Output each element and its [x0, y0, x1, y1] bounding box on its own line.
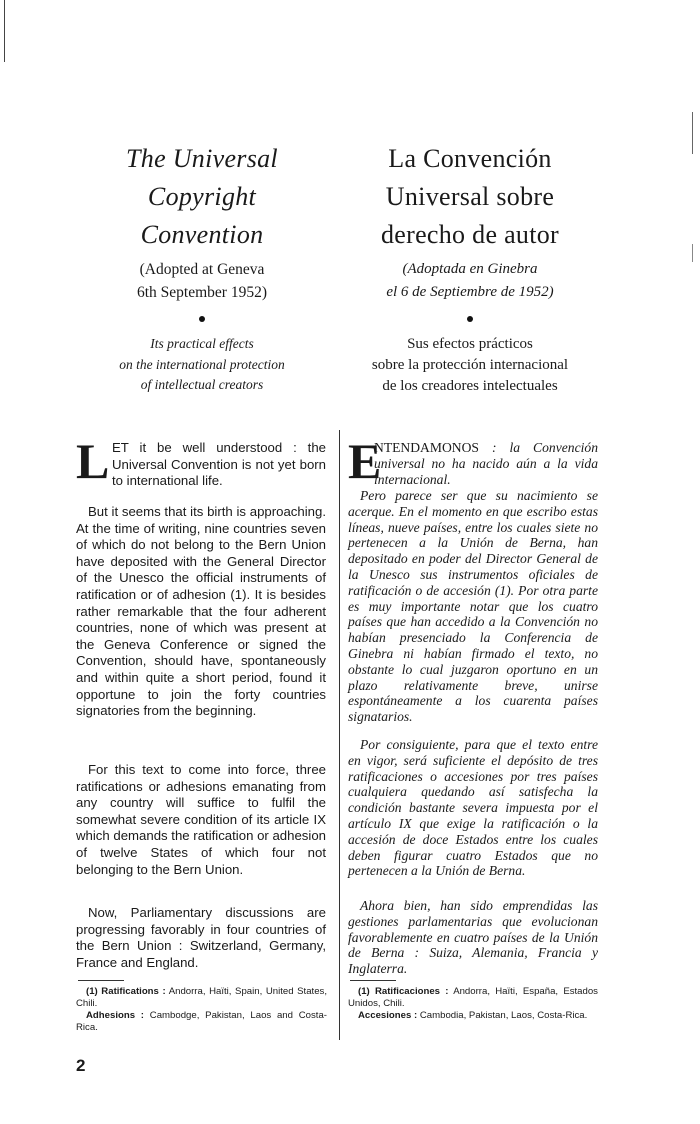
scan-margin-line-right	[692, 112, 693, 154]
english-paragraph-3: Now, Parliamentary discussions are progressing favorably in four countries of the Bern Union : Switzerland, Germany, France and England.	[76, 905, 326, 970]
spanish-lead-paragraph	[374, 440, 598, 487]
english-subtitle-line-2: on the international protection	[119, 356, 285, 372]
english-subtitle	[82, 334, 322, 396]
spanish-lead-caps: NTENDAMONOS	[374, 440, 479, 455]
spanish-footnote-accesiones-label: Accesiones :	[358, 1010, 418, 1021]
english-adopted-line-1: (Adopted at Geneva	[139, 261, 265, 278]
english-footnote-ratifications	[76, 986, 327, 1010]
english-title-line-1: The Universal	[126, 144, 278, 173]
english-footnote-adhesions-label: Adhesions :	[86, 1010, 145, 1021]
spanish-footnote-accesiones	[348, 1010, 598, 1022]
english-title	[82, 140, 322, 254]
scan-margin-line-right-lower	[692, 244, 693, 262]
spanish-subtitle-line-2: sobre la protección internacional	[371, 357, 569, 373]
english-lead-paragraph: ET it be well understood : the Universal Convention is not yet born to international life.	[112, 440, 326, 489]
spanish-adopted-line-1: (Adoptada en Ginebra	[402, 261, 538, 277]
english-footnote-adhesions-text: Cambodge, Pakistan, Laos and Costa-Rica.	[76, 1010, 328, 1033]
spanish-footnote-ratificaciones-text: Andorra, Haïti, España, Estados Unidos, Chili.	[348, 986, 598, 1009]
english-paragraph-2: For this text to come into force, three ratifications or adhesions emanating from any country will suffice to fulfil the somewhat severe condition of its article IX which demands the ratification or adhesion of twelve States of which four not belonging to the Bern Union.	[76, 762, 326, 877]
spanish-adopted-note	[350, 258, 590, 304]
english-footnote-ratifications-text: Andorra, Haïti, Spain, United States, Chili.	[76, 986, 327, 1009]
spanish-bullet	[467, 316, 473, 322]
spanish-drop-cap: E	[348, 433, 382, 489]
spanish-subtitle-line-1: Sus efectos prácticos	[407, 336, 533, 352]
english-title-line-2: Copyright	[147, 182, 257, 211]
english-footnote-rule	[78, 980, 124, 981]
spanish-footnote-accesiones-text: Cambodia, Pakistan, Laos, Costa-Rica.	[419, 1010, 588, 1021]
spanish-title-line-1: La Convención	[388, 144, 552, 173]
spanish-paragraph-3: Ahora bien, han sido emprendidas las gestiones parlamentarias que evolucionan favorablemente en cuatro países de la Unión de Berna : Suiza, Alemania, Francia y Inglaterra.	[348, 898, 598, 977]
english-footnote-ratifications-label: (1) Ratifications :	[86, 986, 166, 997]
english-adopted-note	[82, 258, 322, 304]
english-drop-cap: L	[76, 433, 110, 489]
english-paragraph-1: But it seems that its birth is approaching. At the time of writing, nine countries seven of which do not belong to the Bern Union have deposited with the General Director of the Unesco the official instruments of ratification or of adhesion (1). It is besides rather remarkable that the four adherent countries, none of which was present at the Geneva Conference or signed the Convention, should have, spontaneously and within quite a short period, found it opportune to join the forty countries signatories from the beginning.	[76, 504, 326, 719]
spanish-subtitle	[340, 334, 600, 397]
spanish-footnote-ratificaciones-label: (1) Ratificaciones :	[358, 986, 449, 997]
spanish-subtitle-line-3: de los creadores intelectuales	[382, 378, 558, 394]
spanish-title-line-3: derecho de autor	[380, 220, 560, 249]
column-divider	[339, 430, 340, 1040]
spanish-adopted-line-2: el 6 de Septiembre de 1952)	[386, 284, 554, 300]
english-subtitle-line-3: of intellectual creators	[140, 377, 264, 392]
english-subtitle-line-1: Its practical effects	[150, 336, 254, 351]
scan-margin-line-left	[4, 0, 5, 62]
spanish-lead-text: : la Convención universal no ha nacido aún a la vida internacional.	[374, 440, 598, 487]
spanish-paragraph-1: Pero parece ser que su nacimiento se acerque. En el momento en que escribo estas líneas, nueve países, entre los cuales siete no pertenecen a la Unión de Berna, han depositado en poder del Director General de la Unesco sus instrumentos oficiales de ratificación o de accesión (1). Por otra parte es muy importante notar que los cuatro países que han accedido a la Convención no habían presenciado la Conferencia de Ginebra ni habían firmado el texto, no obstante lo cual juzgaron oportuno en un plazo relativamente breve, unirse espontáneamente a los cuarenta países signatarios.	[348, 488, 598, 725]
english-footnote-adhesions	[76, 1010, 327, 1034]
spanish-title	[350, 140, 590, 254]
spanish-footnote-rule	[350, 980, 396, 981]
english-adopted-line-2: 6th September 1952)	[136, 284, 267, 301]
english-title-line-3: Convention	[140, 220, 264, 249]
spanish-footnote-ratificaciones	[348, 986, 598, 1010]
english-bullet	[199, 316, 205, 322]
spanish-paragraph-2: Por consiguiente, para que el texto entre en vigor, será suficiente el depósito de tres ratificaciones o accesiones por tres países cualquiera quedando así satisfecha la condición bastante severa impuesta por el artículo IX que exige la ratificación o la accesión de doce Estados entre los cuales deben figurar cuatro Estados que no pertenecen a la Unión de Berna.	[348, 737, 598, 879]
spanish-title-line-2: Universal sobre	[385, 182, 555, 211]
page-number: 2	[76, 1056, 86, 1075]
